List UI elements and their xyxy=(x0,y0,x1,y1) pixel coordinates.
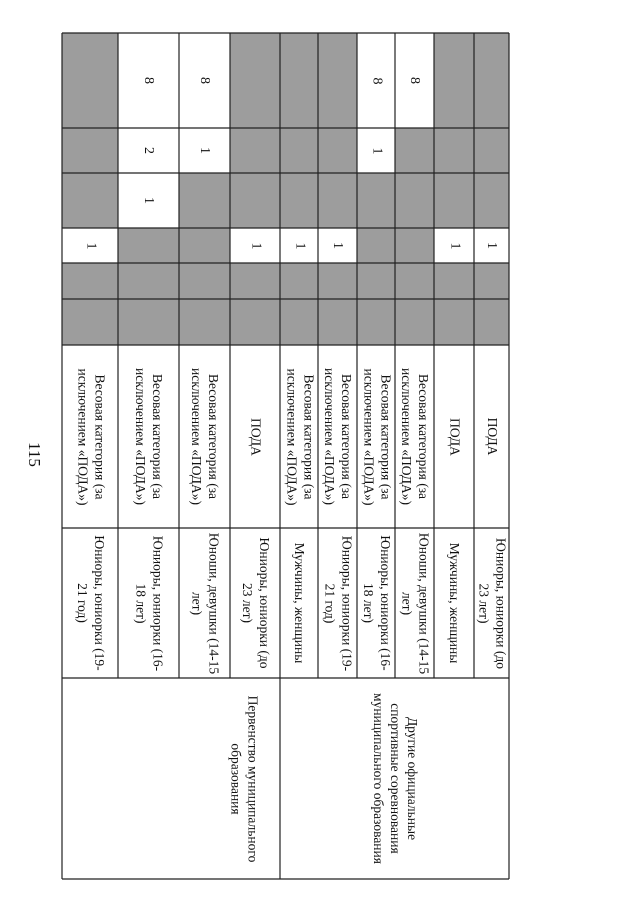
category-cell: Весовая категория (за исключением «ПОДА») xyxy=(361,367,393,505)
shaded-cell xyxy=(318,173,357,228)
value-cell: 1 xyxy=(330,242,346,249)
value-cell: 1 xyxy=(446,242,462,249)
value-cell: 1 xyxy=(291,242,307,249)
shaded-cell xyxy=(395,299,434,345)
category-cell: Весовая категория (за исключением «ПОДА») xyxy=(133,367,166,505)
table xyxy=(62,33,509,879)
category-cell: Весовая категория (за исключением «ПОДА») xyxy=(284,367,316,505)
shaded-cell xyxy=(395,128,434,173)
value-cell: 1 xyxy=(82,242,98,249)
category-cell: Весовая категория (за исключением «ПОДА») xyxy=(399,367,432,505)
value-cell: 2 xyxy=(141,147,157,154)
shaded-cell xyxy=(434,173,474,228)
value-cell: 8 xyxy=(197,77,213,84)
shaded-cell xyxy=(179,299,230,345)
value-cell: 1 xyxy=(141,197,157,204)
category-cell: ПОДА xyxy=(248,417,264,456)
group-cell: Юниоры, юниорки (19-21 год) xyxy=(322,535,355,671)
category-cell: Весовая категория (за исключением «ПОДА») xyxy=(322,367,355,505)
shaded-cell xyxy=(280,128,318,173)
shaded-cell xyxy=(118,263,179,299)
group-cell: Юноши, девушки (14-15 лет) xyxy=(189,532,222,674)
shaded-cell xyxy=(62,173,118,228)
section-cell: Другие официальные спортивные соревнования муниципального образования xyxy=(371,693,420,864)
shaded-cell xyxy=(357,263,395,299)
shaded-cell xyxy=(434,33,474,128)
shaded-cell xyxy=(318,33,357,128)
shaded-cell xyxy=(474,173,509,228)
shaded-cell xyxy=(434,128,474,173)
shaded-cell xyxy=(179,263,230,299)
shaded-cell xyxy=(318,128,357,173)
group-cell: Юниоры, юниорки (16-18 лет) xyxy=(133,535,166,671)
shaded-cell xyxy=(474,299,509,345)
shaded-cell xyxy=(357,173,395,228)
value-cell: 1 xyxy=(484,242,500,249)
value-cell: 8 xyxy=(407,77,423,84)
shaded-cell xyxy=(395,263,434,299)
shaded-cell xyxy=(318,263,357,299)
value-cell: 1 xyxy=(247,242,263,249)
shaded-cell xyxy=(474,33,509,128)
shaded-cell xyxy=(474,128,509,173)
shaded-cell xyxy=(62,299,118,345)
shaded-cell xyxy=(179,173,230,228)
group-cell: Юноши, девушки (14-15 лет) xyxy=(399,532,432,674)
shaded-cell xyxy=(118,228,179,263)
shaded-cell xyxy=(230,173,280,228)
category-cell: ПОДА xyxy=(447,417,463,456)
value-cell: 8 xyxy=(368,77,384,84)
shaded-cell xyxy=(230,128,280,173)
group-cell: Мужчины, женщины xyxy=(447,542,463,664)
shaded-cell xyxy=(395,228,434,263)
category-cell: Весовая категория (за исключением «ПОДА») xyxy=(189,367,222,505)
shaded-cell xyxy=(357,299,395,345)
section-cell: Первенство муниципального образования xyxy=(228,695,260,862)
group-cell: Юниоры, юниорки (до 23 лет) xyxy=(476,537,509,669)
page-number: 115 xyxy=(25,442,44,467)
shaded-cell xyxy=(318,299,357,345)
shaded-cell xyxy=(230,299,280,345)
category-cell: ПОДА xyxy=(484,417,500,456)
shaded-cell xyxy=(62,33,118,128)
shaded-cell xyxy=(280,299,318,345)
shaded-cell xyxy=(62,263,118,299)
value-cell: 1 xyxy=(197,147,213,154)
shaded-cell xyxy=(280,173,318,228)
shaded-cell xyxy=(434,263,474,299)
group-cell: Юниоры, юниорки (16-18 лет) xyxy=(361,535,393,671)
value-cell: 1 xyxy=(368,147,384,154)
shaded-cell xyxy=(230,263,280,299)
shaded-cell xyxy=(62,128,118,173)
group-cell: Юниоры, юниорки (19-21 год) xyxy=(75,535,107,671)
shaded-cell xyxy=(179,228,230,263)
shaded-cell xyxy=(118,299,179,345)
shaded-cell xyxy=(395,173,434,228)
shaded-cell xyxy=(280,263,318,299)
shaded-cell xyxy=(434,299,474,345)
group-cell: Мужчины, женщины xyxy=(292,542,308,664)
category-cell: Весовая категория (за исключением «ПОДА») xyxy=(75,367,107,505)
shaded-cell xyxy=(280,33,318,128)
shaded-cell xyxy=(357,228,395,263)
shaded-cell xyxy=(230,33,280,128)
group-cell: Юниоры, юниорки (до 23 лет) xyxy=(240,537,272,669)
value-cell: 8 xyxy=(141,77,157,84)
shaded-cell xyxy=(474,263,509,299)
